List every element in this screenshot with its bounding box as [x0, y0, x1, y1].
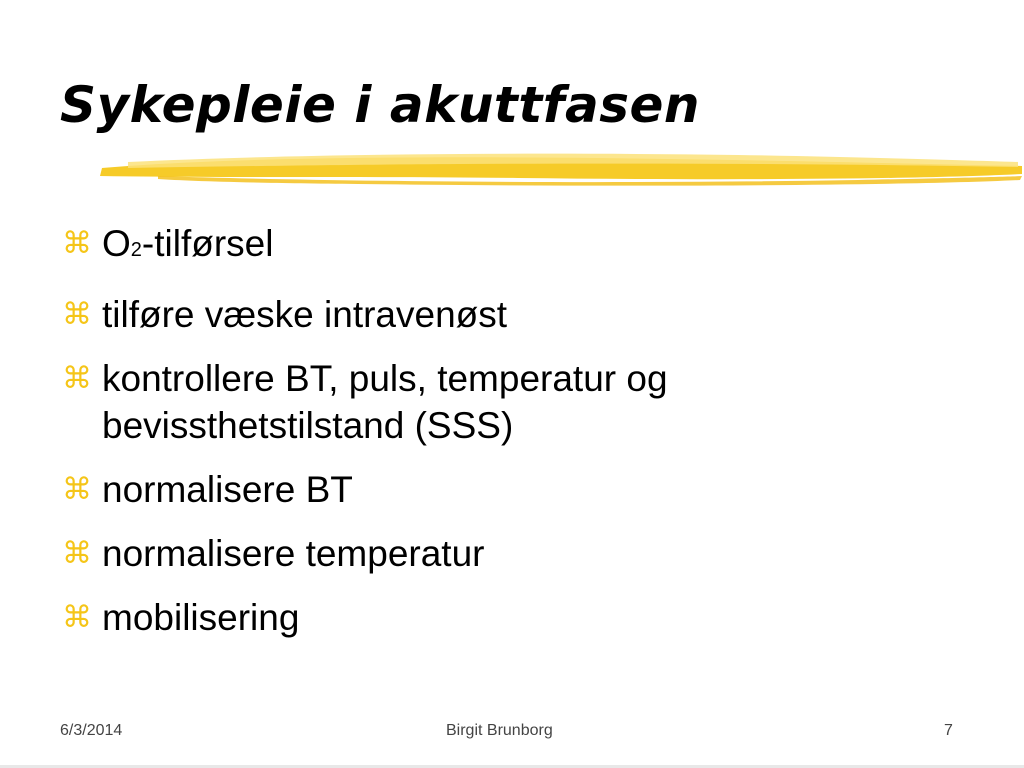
- command-key-icon: ⌘: [62, 298, 92, 331]
- command-key-icon: ⌘: [62, 227, 92, 260]
- list-item: [62, 220, 962, 274]
- footer-date: 6/3/2014: [60, 722, 123, 739]
- footer-page-number: 7: [944, 722, 953, 739]
- title-underline-brush: [98, 146, 1024, 188]
- bullet-text: tilføre væske intravenøst: [102, 294, 508, 335]
- command-key-icon: ⌘: [62, 473, 92, 506]
- command-key-icon: ⌘: [62, 601, 92, 634]
- bullet-text: O2-tilførsel: [102, 223, 274, 264]
- list-item: [62, 355, 962, 449]
- bullet-text: mobilisering: [102, 597, 300, 638]
- list-item: [62, 466, 962, 513]
- subscript: 2: [130, 239, 142, 261]
- bullet-text: kontrollere BT, puls, temperatur og bevissthetstilstand (SSS): [102, 358, 668, 446]
- list-item: [62, 291, 962, 338]
- list-item: [62, 594, 962, 641]
- list-item: [62, 530, 962, 577]
- command-key-icon: ⌘: [62, 537, 92, 570]
- bullet-text: normalisere temperatur: [102, 533, 485, 574]
- slide-title: Sykepleie i akuttfasen: [60, 76, 700, 134]
- footer-author: Birgit Brunborg: [446, 722, 553, 739]
- command-key-icon: ⌘: [62, 362, 92, 395]
- bullet-text: normalisere BT: [102, 469, 353, 510]
- bullet-list: [62, 220, 962, 658]
